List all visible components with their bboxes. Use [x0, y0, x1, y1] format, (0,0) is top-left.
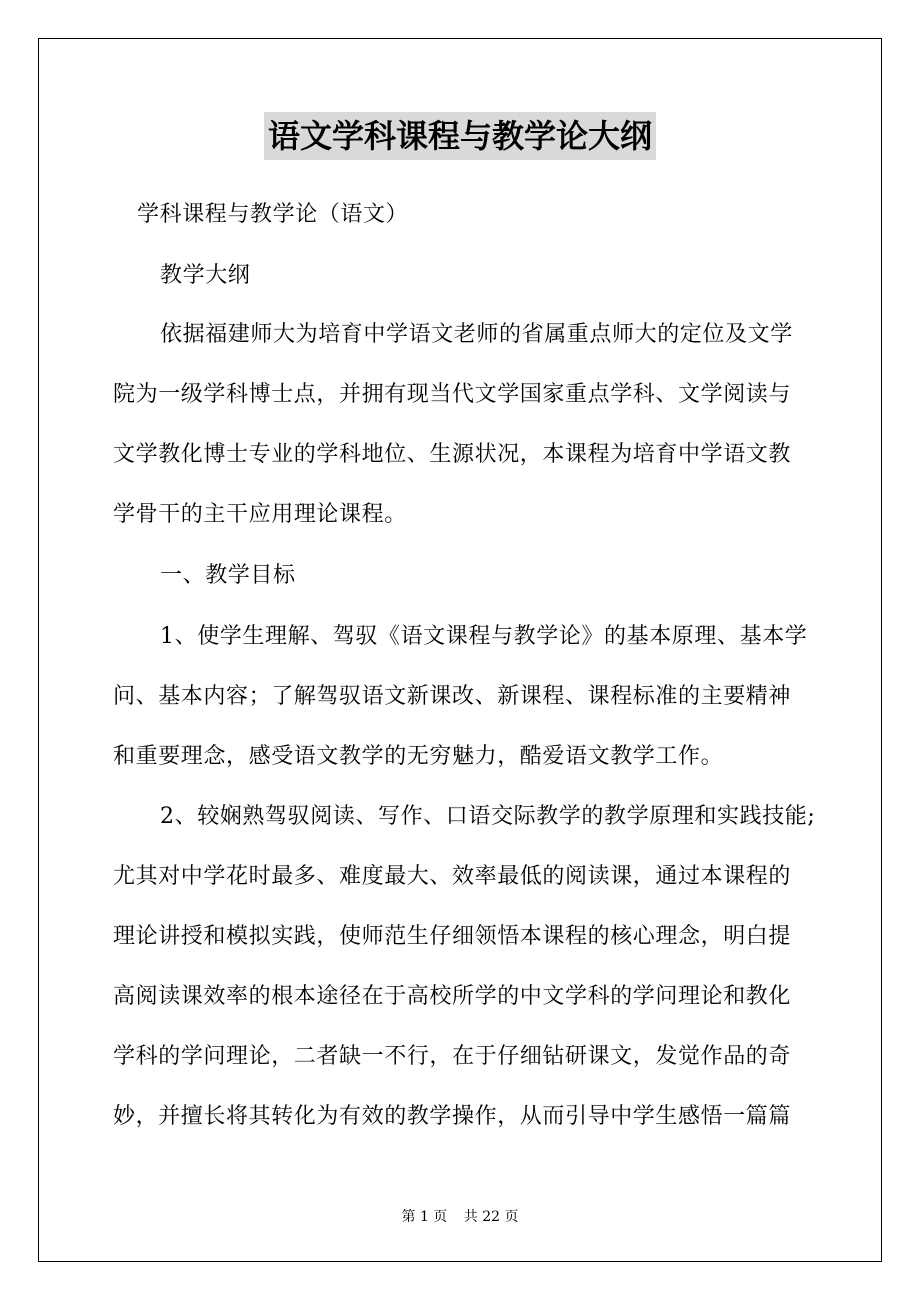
page-number: 第 1 页 — [401, 1209, 448, 1225]
paragraph-line: 院为一级学科博士点，并拥有现当代文学国家重点学科、文学阅读与 — [113, 382, 792, 407]
paragraph-line: 高阅读课效率的根本途径在于高校所学的中文学科的学问理论和教化 — [113, 984, 792, 1009]
document-title-block — [0, 112, 920, 160]
paragraph-line: 文学教化博士专业的学科地位、生源状况，本课程为培育中学语文教 — [113, 442, 792, 467]
paragraph-line: 学骨干的主干应用理论课程。 — [113, 502, 407, 527]
paragraph-line: 尤其对中学花时最多、难度最大、效率最低的阅读课，通过本课程的 — [113, 864, 792, 889]
paragraph-line: 妙，并擅长将其转化为有效的教学操作，从而引导中学生感悟一篇篇 — [113, 1104, 792, 1129]
document-title: 语文学科课程与教学论大纲 — [264, 112, 656, 160]
paragraph-line: 问、基本内容；了解驾驭语文新课改、新课程、课程标准的主要精神 — [113, 684, 792, 709]
paragraph-line: 教学大纲 — [160, 263, 251, 288]
paragraph-line: 2、较娴熟驾驭阅读、写作、口语交际教学的教学原理和实践技能; — [160, 804, 816, 829]
paragraph-line: 学科的学问理论，二者缺一不行，在于仔细钻研课文，发觉作品的奇 — [113, 1044, 792, 1069]
paragraph-line: 和重要理念，感受语文教学的无穷魅力，酷爱语文教学工作。 — [113, 744, 724, 769]
paragraph-line: 依据福建师大为培育中学语文老师的省属重点师大的定位及文学 — [160, 322, 793, 347]
page-footer — [0, 1208, 920, 1226]
section-heading: 一、教学目标 — [160, 563, 296, 588]
paragraph-line: 理论讲授和模拟实践，使师范生仔细领悟本课程的核心理念，明白提 — [113, 924, 792, 949]
page-total: 共 22 页 — [463, 1209, 519, 1225]
paragraph-line: 1、使学生理解、驾驭《语文课程与教学论》的基本原理、基本学 — [160, 624, 808, 649]
subtitle-line: 学科课程与教学论（语文） — [137, 202, 409, 227]
